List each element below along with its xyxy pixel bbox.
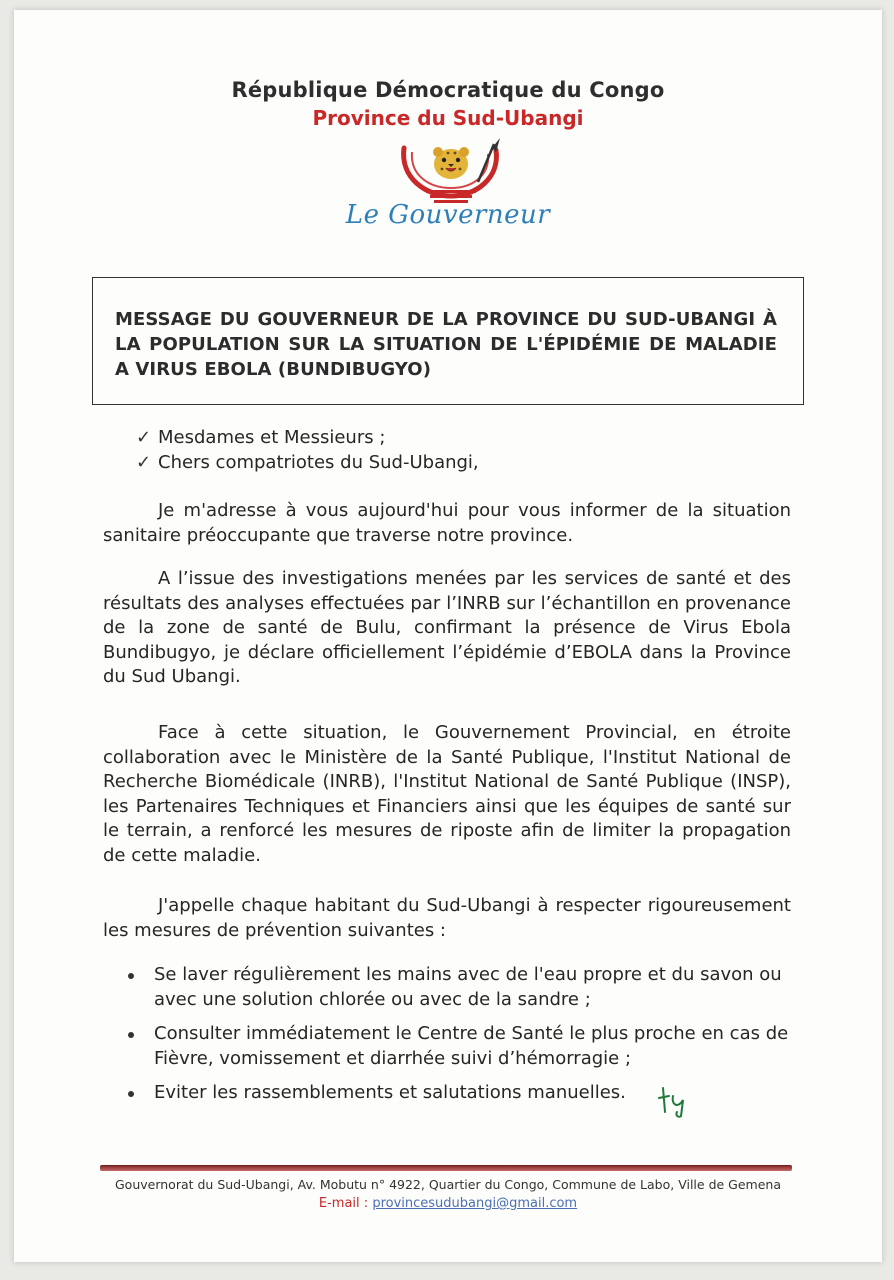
footer-address: Gouvernorat du Sud-Ubangi, Av. Mobutu n° 4922, Quartier du Congo, Commune de Labo, Ville de Gemena [114,1177,781,1192]
check-mark-icon: ✓ [136,427,152,448]
document-page [14,10,882,1262]
header-province: Province du Sud-Ubangi [312,106,584,130]
list-item: Eviter les rassemblements et salutations manuelles. [126,1081,796,1106]
paragraph: J'appelle chaque habitant du Sud-Ubangi à respecter rigoureusement les mesures de prévention suivantes : [103,895,791,941]
governor-signature-heading: Le Gouverneur [345,200,551,230]
bullet-dot-icon [128,1032,134,1038]
prevention-measures-list [126,963,796,1116]
header-country: République Démocratique du Congo [231,78,665,102]
email-label: E-mail : [318,1196,369,1211]
salutation-item: ✓ Chers compatriotes du Sud-Ubangi, [136,451,479,476]
title-box [92,277,804,405]
paragraph: A l’issue des investigations menées par les services de santé et des résultats des analyses effectuées par l’INRB sur l’échantillon en provenance de la zone de santé de Bulu, confirmant la présence de Virus Ebola Bundibugyo, je déclare officiellement l’épidémie d’EBOLA dans la Province du Sud Ubangi. [103,568,791,687]
list-item: Se laver régulièrement les mains avec de l'eau propre et du savon ou avec une solution chlorée ou avec de la sandre ; [126,963,796,1012]
footer-email [14,1196,882,1211]
check-mark-icon: ✓ [136,452,152,473]
handwritten-initials [657,1082,691,1118]
bullet-dot-icon [128,1091,134,1097]
coat-of-arms-emblem [396,138,506,204]
salutation-item: ✓ Mesdames et Messieurs ; [136,426,479,451]
paragraph: Face à cette situation, le Gouvernement Provincial, en étroite collaboration avec le Ministère de la Santé Publique, l'Institut National de Recherche Biomédicale (INRB), l'Institut National de Santé Publique (INSP), les Partenaires Techniques et Financiers ainsi que les équipes de santé sur le terrain, a renforcé les mesures de riposte afin de limiter la propagation de cette maladie. [103,722,791,866]
paragraph: Je m'adresse à vous aujourd'hui pour vous informer de la situation sanitaire préoccupante que traverse notre province. [103,500,791,546]
list-item: Consulter immédiatement le Centre de Santé le plus proche en cas de Fièvre, vomissement et diarrhée suivi d’hémorragie ; [126,1022,796,1071]
salutation-list [136,426,479,476]
footer-divider [100,1165,792,1171]
email-link[interactable]: provincesudubangi@gmail.com [372,1196,578,1211]
message-title: MESSAGE DU GOUVERNEUR DE LA PROVINCE DU SUD-UBANGI À LA POPULATION SUR LA SITUATION DE L'ÉPIDÉMIE DE MALADIE A VIRUS EBOLA (BUNDIBUGYO) [115,309,777,380]
bullet-dot-icon [128,973,134,979]
